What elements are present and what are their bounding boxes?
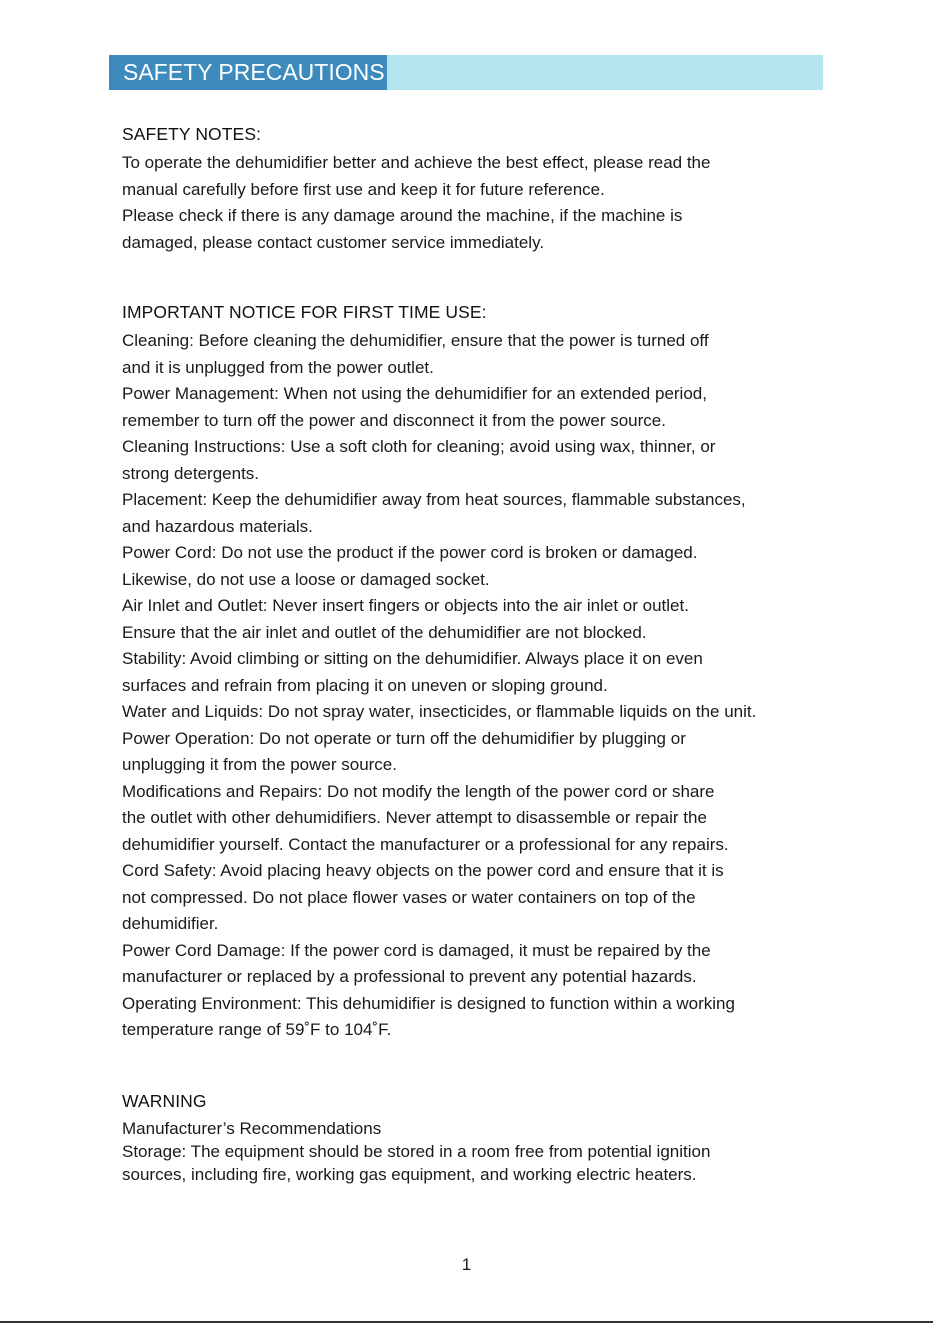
important-notice-body — [122, 328, 912, 1044]
text-line: damaged, please contact customer service immediately. — [122, 232, 545, 252]
text-line: manual carefully before first use and keep it for future reference. — [122, 179, 605, 199]
text-line: Operating Environment: This dehumidifier is designed to function within a working — [122, 993, 735, 1013]
warning-section — [122, 1090, 912, 1186]
bottom-divider — [0, 1321, 933, 1323]
text-line: the outlet with other dehumidifiers. Never attempt to disassemble or repair the — [122, 808, 707, 827]
text-line: and hazardous materials. — [122, 516, 313, 536]
text-line: manufacturer or replaced by a professional to prevent any potential hazards. — [122, 967, 697, 986]
text-line: Placement: Keep the dehumidifier away from heat sources, flammable substances, — [122, 490, 746, 509]
text-line: strong detergents. — [122, 463, 260, 483]
safety-notes-heading: SAFETY NOTES: — [122, 124, 262, 144]
text-line: Ensure that the air inlet and outlet of the dehumidifier are not blocked. — [122, 622, 647, 642]
text-line: Power Cord Damage: If the power cord is damaged, it must be repaired by the — [122, 940, 711, 960]
important-notice-section — [122, 301, 912, 1044]
text-line: and it is unplugged from the power outlet. — [122, 357, 434, 377]
page-content — [122, 123, 912, 1186]
text-line: not compressed. Do not place flower vases or water containers on top of the — [122, 887, 696, 907]
text-line: Likewise, do not use a loose or damaged socket. — [122, 569, 490, 589]
text-line: Cleaning Instructions: Use a soft cloth for cleaning; avoid using wax, thinner, or — [122, 437, 716, 456]
text-line: Cleaning: Before cleaning the dehumidifier, ensure that the power is turned off — [122, 331, 709, 350]
text-line: Power Cord: Do not use the product if the power cord is broken or damaged. — [122, 543, 698, 562]
text-line: Cord Safety: Avoid placing heavy objects on the power cord and ensure that it is — [122, 861, 724, 880]
text-line: unplugging it from the power source. — [122, 755, 397, 774]
text-line: remember to turn off the power and disconnect it from the power source. — [122, 410, 666, 430]
warning-body — [122, 1117, 912, 1186]
text-line: Storage: The equipment should be stored in a room free from potential ignition — [122, 1141, 711, 1161]
text-line: dehumidifier. — [122, 914, 219, 933]
text-line: To operate the dehumidifier better and achieve the best effect, please read the — [122, 153, 711, 172]
page-number: 1 — [461, 1255, 472, 1274]
text-line: Stability: Avoid climbing or sitting on the dehumidifier. Always place it on even — [122, 649, 703, 668]
text-line: surfaces and refrain from placing it on uneven or sloping ground. — [122, 675, 608, 695]
text-line: sources, including fire, working gas equipment, and working electric heaters. — [122, 1164, 697, 1184]
section-title: SAFETY PRECAUTIONS — [109, 55, 387, 90]
text-line: Modifications and Repairs: Do not modify the length of the power cord or share — [122, 781, 715, 801]
text-line: Air Inlet and Outlet: Never insert fingers or objects into the air inlet or outlet. — [122, 596, 689, 615]
text-line: Manufacturer’s Recommendations — [122, 1118, 382, 1138]
text-line: Power Management: When not using the dehumidifier for an extended period, — [122, 384, 707, 403]
text-line: Water and Liquids: Do not spray water, insecticides, or flammable liquids on the unit. — [122, 702, 757, 721]
text-line: Power Operation: Do not operate or turn off the dehumidifier by plugging or — [122, 728, 686, 748]
section-title-bar — [109, 55, 823, 90]
important-notice-heading: IMPORTANT NOTICE FOR FIRST TIME USE: — [122, 302, 487, 322]
text-line: dehumidifier yourself. Contact the manufacturer or a professional for any repairs. — [122, 834, 729, 854]
safety-notes-body — [122, 150, 912, 256]
warning-heading: WARNING — [122, 1090, 207, 1111]
text-line: Please check if there is any damage around the machine, if the machine is — [122, 206, 683, 225]
text-line: temperature range of 59˚F to 104˚F. — [122, 1020, 392, 1039]
safety-notes-section — [122, 123, 912, 256]
